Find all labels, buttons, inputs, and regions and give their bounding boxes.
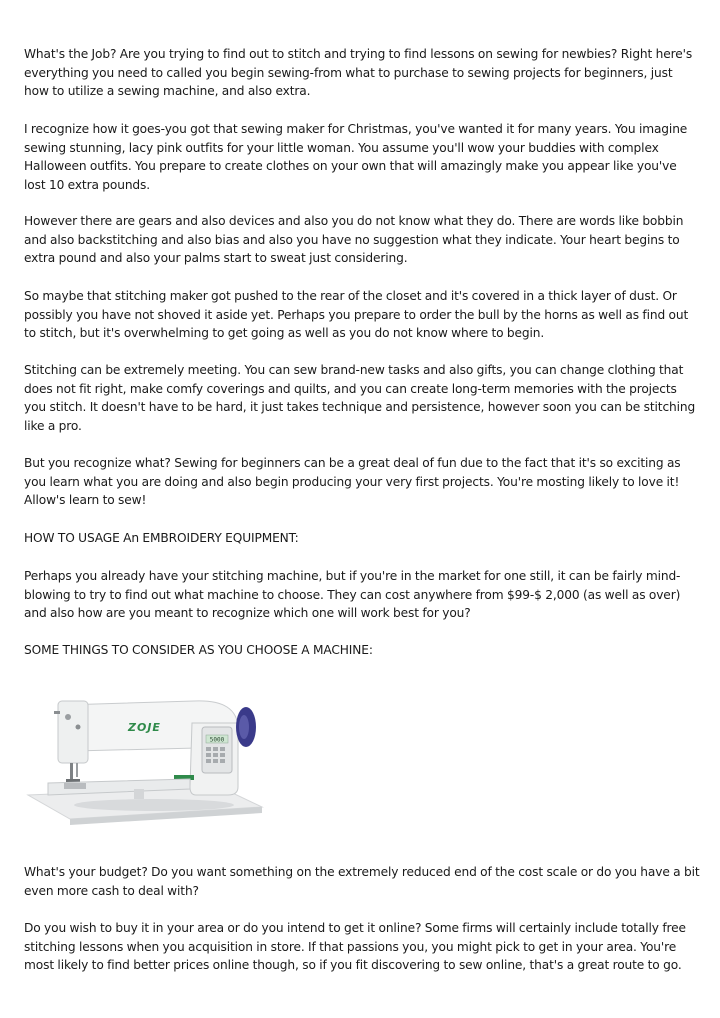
paragraph-choose-machine: Perhaps you already have your stitching machine, but if you're in the market for one still, it can be fairly mind-blowing to try to find out what machine to choose. They can cost anywhere from $99-$ 2,000 (as well as over) and also how are you meant to recognize which one will work best for you? bbox=[24, 569, 681, 621]
paragraph-closet-dust: So maybe that stitching maker got pushed to the rear of the closet and it's covered in a thick layer of dust. Or possibly you have not shoved it aside yet. Perhaps you prepare to order the bull by the horns as well as find out to stitch, but it's overwhelming to get going as well as you do not know where to begin. bbox=[24, 289, 689, 341]
display-readout: 5000 bbox=[209, 736, 225, 744]
paragraph-stitching-meeting: Stitching can be extremely meeting. You can sew brand-new tasks and also gifts, you can change clothing that does not fit right, make comfy coverings and quilts, and you can create long-term memories with the projects you stitch. It doesn't have to be hard, it just takes technique and persistence, however soon you can be stitching like a pro. bbox=[24, 363, 696, 433]
sewing-machine-image bbox=[24, 683, 264, 843]
paragraph-budget: What's your budget? Do you want something on the extremely reduced end of the cost scale or do you have a bit even more cash to deal with? bbox=[24, 865, 700, 898]
paragraph-gears-devices: However there are gears and also devices and also you do not know what they do. There are words like bobbin and also backstitching and also bias and also you have no suggestion what they indicate. Your heart begins to extra pound and also your palms start to sweat just considering. bbox=[24, 214, 684, 266]
heading-how-to-use: HOW TO USAGE An EMBROIDERY EQUIPMENT: bbox=[24, 531, 299, 545]
paragraph-intro: What's the Job? Are you trying to find out to stitch and trying to find lessons on sewing for newbies? Right here's everything you need to called you begin sewing-from what to purchase to sewing projects for beginners, just how to utilize a sewing machine, and also extra. bbox=[24, 47, 693, 99]
paragraph-buy-online: Do you wish to buy it in your area or do you intend to get it online? Some firms will certainly include totally free stitching lessons when you acquisition in store. If that passions you, you might pick to get in your area. You're most likely to find better prices online though, so if you fit discovering to sew online, that's a great route to go. bbox=[24, 921, 686, 973]
paragraph-sewing-fun: But you recognize what? Sewing for beginners can be a great deal of fun due to the fact that it's so exciting as you learn what you are doing and also begin producing your very first projects. You're mosting likely to love it! Allow's learn to sew! bbox=[24, 456, 681, 508]
brand-logo: ZOJE bbox=[128, 721, 161, 734]
paragraph-christmas-machine: I recognize how it goes-you got that sewing maker for Christmas, you've wanted it for many years. You imagine sewing stunning, lacy pink outfits for your little woman. You assume you'll wow your buddies with complex Halloween outfits. You prepare to create clothes on your own that will amazingly make you appear like you've lost 10 extra pounds. bbox=[24, 122, 688, 192]
heading-things-to-consider: SOME THINGS TO CONSIDER AS YOU CHOOSE A MACHINE: bbox=[24, 643, 373, 657]
